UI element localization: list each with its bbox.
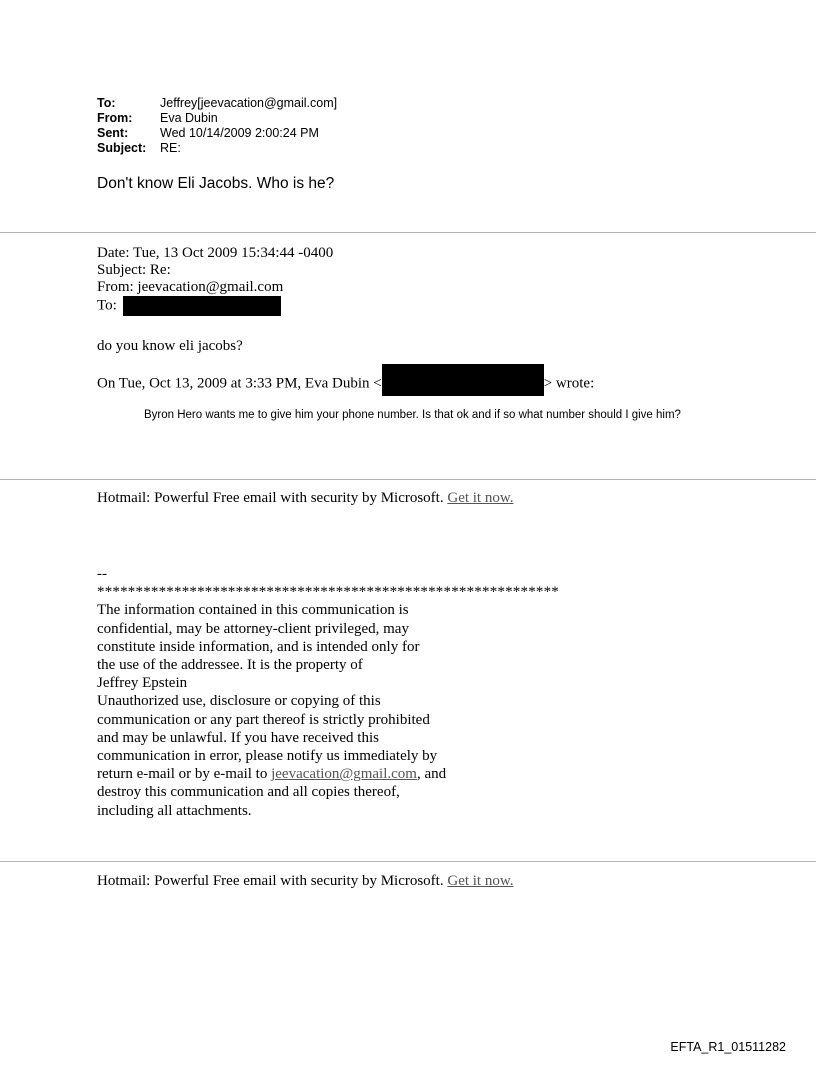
hotmail-promo bbox=[97, 490, 513, 507]
nested-message: Byron Hero wants me to give him your phone number. Is that ok and if so what number should I give him? bbox=[144, 409, 681, 421]
hotmail-text: Hotmail: Powerful Free email with security by Microsoft. bbox=[97, 873, 448, 889]
quoted-from: From: jeevacation@gmail.com bbox=[97, 279, 284, 295]
sig-stars: ************************************************************ bbox=[97, 584, 559, 601]
quoted-to-label: To: bbox=[97, 297, 117, 314]
sig-line-suffix: , and bbox=[416, 766, 447, 783]
sig-line: communication in error, please notify us immediately by bbox=[97, 748, 438, 765]
sig-line: including all attachments. bbox=[97, 802, 252, 819]
signature-block bbox=[97, 565, 559, 820]
quoted-subject: Subject: Re: bbox=[97, 262, 171, 278]
sig-line: confidential, may be attorney-client privileged, may bbox=[97, 620, 409, 637]
sig-line: constitute inside information, and is intended only for bbox=[97, 638, 420, 655]
sig-line: communication or any part thereof is strictly prohibited bbox=[97, 711, 430, 728]
sig-line: The information contained in this communication is bbox=[97, 602, 409, 619]
from-label: From: bbox=[97, 111, 133, 125]
to-row bbox=[97, 96, 337, 111]
get-it-now-link[interactable]: Get it now. bbox=[447, 490, 514, 506]
hotmail-text: Hotmail: Powerful Free email with security by Microsoft. bbox=[97, 490, 448, 506]
divider bbox=[0, 861, 816, 862]
divider bbox=[0, 232, 816, 233]
redaction-block bbox=[123, 296, 281, 316]
quoted-question: do you know eli jacobs? bbox=[97, 338, 243, 354]
sig-line: and may be unlawful. If you have received this bbox=[97, 729, 379, 746]
subject-label: Subject: bbox=[97, 141, 147, 155]
sent-label: Sent: bbox=[97, 126, 129, 140]
sig-line: Unauthorized use, disclosure or copying of this bbox=[97, 693, 381, 710]
subject-value: RE: bbox=[160, 141, 181, 155]
sig-line: the use of the addressee. It is the property of bbox=[97, 657, 363, 674]
quoted-meta bbox=[97, 245, 333, 316]
sig-line-prefix: return e-mail or by e-mail to bbox=[97, 766, 272, 783]
sig-dashes: -- bbox=[97, 566, 107, 582]
document-id: EFTA_R1_01511282 bbox=[670, 1040, 786, 1054]
divider bbox=[0, 479, 816, 480]
hotmail-promo bbox=[97, 873, 513, 890]
from-row bbox=[97, 111, 337, 126]
reply-text: Don't know Eli Jacobs. Who is he? bbox=[97, 175, 335, 192]
subject-row bbox=[97, 141, 337, 156]
quoted-to-row bbox=[97, 296, 333, 316]
email-link[interactable]: jeevacation@gmail.com bbox=[271, 766, 417, 783]
attribution-suffix: > wrote: bbox=[543, 375, 595, 392]
redaction-block bbox=[382, 364, 544, 396]
sig-line: destroy this communication and all copies thereof, bbox=[97, 784, 400, 801]
attribution-prefix: On Tue, Oct 13, 2009 at 3:33 PM, Eva Dubin < bbox=[97, 375, 382, 392]
get-it-now-link[interactable]: Get it now. bbox=[447, 873, 514, 889]
from-value: Eva Dubin bbox=[160, 111, 218, 125]
quoted-attribution bbox=[97, 372, 594, 396]
sig-line bbox=[97, 765, 559, 783]
sent-value: Wed 10/14/2009 2:00:24 PM bbox=[160, 126, 319, 140]
quoted-date: Date: Tue, 13 Oct 2009 15:34:44 -0400 bbox=[97, 245, 334, 261]
sent-row bbox=[97, 126, 337, 141]
to-value: Jeffrey[jeevacation@gmail.com] bbox=[160, 96, 338, 110]
email-header bbox=[97, 96, 337, 156]
to-label: To: bbox=[97, 96, 116, 110]
sig-line: Jeffrey Epstein bbox=[97, 675, 188, 692]
